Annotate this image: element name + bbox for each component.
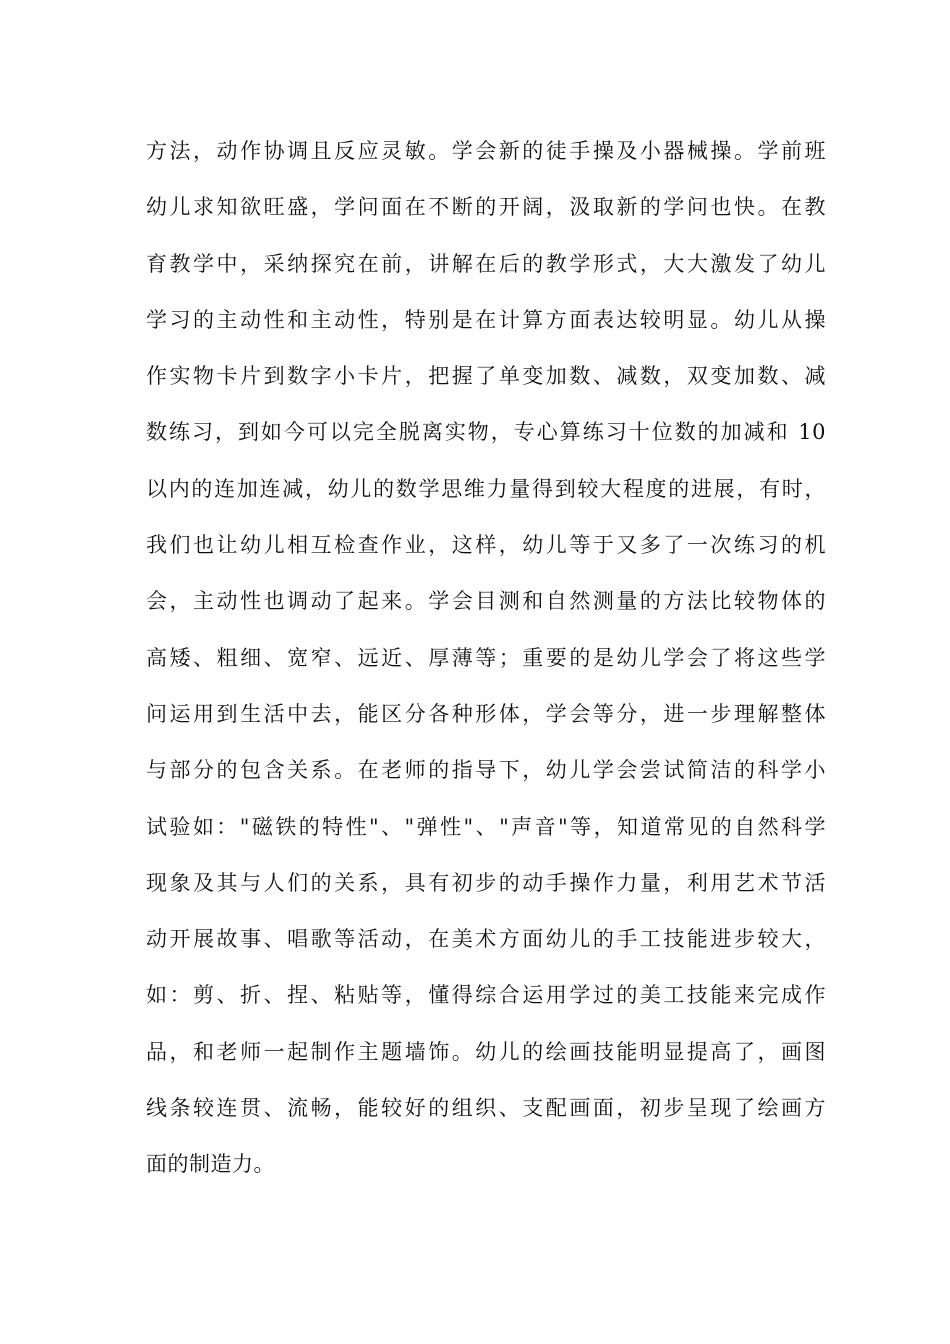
text-line: 幼儿求知欲旺盛，学问面在不断的开阔，汲取新的学问也快。在教: [146, 195, 826, 220]
text-line: 品，和老师一起制作主题墙饰。幼儿的绘画技能明显提高了，画图: [146, 1039, 826, 1064]
text-line: 与部分的包含关系。在老师的指导下，幼儿学会尝试简洁的科学小: [146, 758, 826, 783]
text-line: 我们也让幼儿相互检查作业，这样，幼儿等于又多了一次练习的机: [146, 533, 826, 558]
text-line: 学习的主动性和主动性，特别是在计算方面表达较明显。幼儿从操: [146, 307, 826, 332]
text-line: 如：剪、折、捏、粘贴等，懂得综合运用学过的美工技能来完成作: [146, 983, 826, 1008]
text-line: 方法，动作协调且反应灵敏。学会新的徒手操及小器械操。学前班: [146, 139, 826, 163]
text-line: 现象及其与人们的关系，具有初步的动手操作力量，利用艺术节活: [146, 870, 826, 895]
text-line: 育教学中，采纳探究在前，讲解在后的教学形式，大大激发了幼儿: [146, 251, 826, 276]
text-line: 以内的连加连减，幼儿的数学思维力量得到较大程度的进展，有时，: [146, 476, 826, 501]
text-line: 作实物卡片到数字小卡片，把握了单变加数、减数，双变加数、减: [146, 364, 826, 389]
text-line: 试验如："磁铁的特性"、"弹性"、"声音"等，知道常见的自然科学: [146, 814, 826, 839]
text-line: 数练习，到如今可以完全脱离实物，专心算练习十位数的加减和 10: [146, 420, 826, 445]
text-line: 面的制造力。: [146, 1152, 275, 1177]
text-line: 高矮、粗细、宽窄、远近、厚薄等；重要的是幼儿学会了将这些学: [146, 645, 826, 670]
text-line: 会，主动性也调动了起来。学会目测和自然测量的方法比较物体的: [146, 589, 826, 614]
text-line: 线条较连贯、流畅，能较好的组织、支配画面，初步呈现了绘画方: [146, 1096, 826, 1121]
text-line: 问运用到生活中去，能区分各种形体，学会等分，进一步理解整体: [146, 701, 826, 726]
body-text: [146, 131, 826, 1201]
text-line: 动开展故事、唱歌等活动，在美术方面幼儿的手工技能进步较大，: [146, 927, 826, 952]
